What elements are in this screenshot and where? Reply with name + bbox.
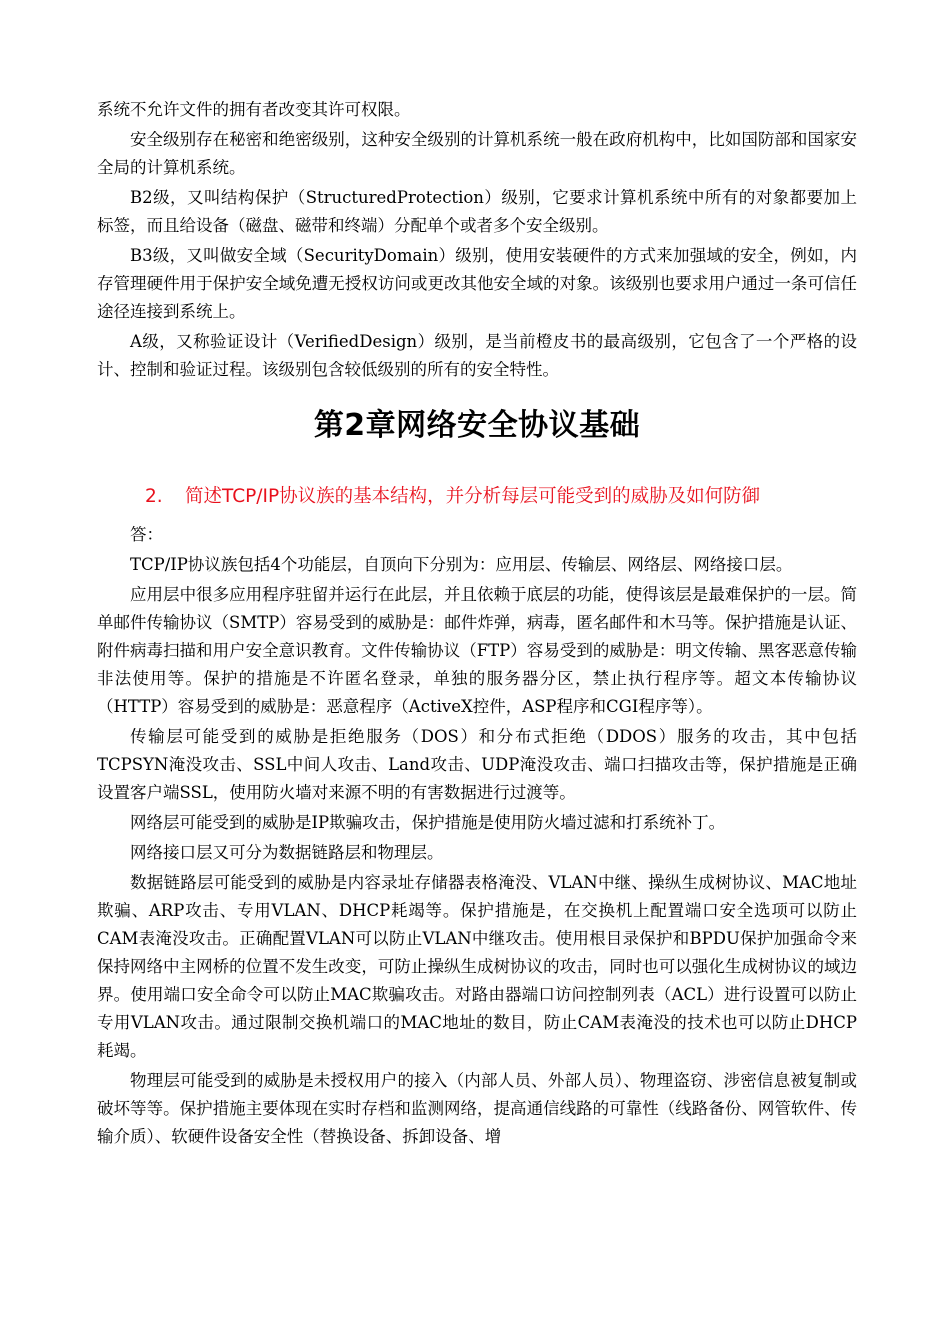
answer-paragraph: 网络接口层又可分为数据链路层和物理层。: [130, 843, 444, 862]
document-page: [97, 96, 857, 1153]
paragraph: A级，又称验证设计（VerifiedDesign）级别，是当前橙皮书的最高级别，它包含了一个严格的设计、控制和验证过程。该级别包含较低级别的所有的安全特性。: [97, 332, 857, 379]
question-number: 2.: [145, 486, 163, 507]
answer-paragraph: 传输层可能受到的威胁是拒绝服务（DOS）和分布式拒绝（DDOS）服务的攻击，其中包括TCPSYN淹没攻击、SSL中间人攻击、Land攻击、UDP淹没攻击、端口扫描攻击等，保护措施是正确设置客户端SSL，使用防火墙对来源不明的有害数据进行过渡等。: [97, 727, 857, 802]
answer-paragraph: 网络层可能受到的威胁是IP欺骗攻击，保护措施是使用防火墙过滤和打系统补丁。: [130, 813, 726, 832]
chapter-title: 第2章网络安全协议基础: [313, 408, 641, 443]
answer-paragraph: 物理层可能受到的威胁是未授权用户的接入（内部人员、外部人员）、物理盗窃、涉密信息被复制或破坏等等。保护措施主要体现在实时存档和监测网络，提高通信线路的可靠性（线路备份、网管软件、传输介质）、软硬件设备安全性（替换设备、拆卸设备、增: [97, 1071, 857, 1146]
answer-paragraph: TCP/IP协议族包括4个功能层，自顶向下分别为：应用层、传输层、网络层、网络接口层。: [130, 555, 793, 574]
paragraph: 安全级别存在秘密和绝密级别，这种安全级别的计算机系统一般在政府机构中，比如国防部和国家安全局的计算机系统。: [97, 130, 857, 177]
paragraph: B2级，又叫结构保护（StructuredProtection）级别，它要求计算机系统中所有的对象都要加上标签，而且给设备（磁盘、磁带和终端）分配单个或者多个安全级别。: [97, 188, 857, 235]
answer-paragraph: 数据链路层可能受到的威胁是内容录址存储器表格淹没、VLAN中继、操纵生成树协议、MAC地址欺骗、ARP攻击、专用VLAN、DHCP耗竭等。保护措施是，在交换机上配置端口安全选项可以防止CAM表淹没攻击。正确配置VLAN可以防止VLAN中继攻击。使用根目录保护和BPDU保护加强命令来保持网络中主网桥的位置不发生改变，可防止操纵生成树协议的攻击，同时也可以强化生成树协议的域边界。使用端口安全命令可以防止MAC欺骗攻击。对路由器端口访问控制列表（ACL）进行设置可以防止专用VLAN攻击。通过限制交换机端口的MAC地址的数目，防止CAM表淹没的技术也可以防止DHCP耗竭。: [97, 873, 857, 1060]
answer-label: 答：: [130, 525, 163, 544]
question-heading: [97, 482, 857, 511]
paragraph: B3级，又叫做安全域（SecurityDomain）级别，使用安装硬件的方式来加强域的安全，例如，内存管理硬件用于保护安全域免遭无授权访问或更改其他安全域的对象。该级别也要求用户通过一条可信任途径连接到系统上。: [97, 246, 857, 321]
answer-paragraph: 应用层中很多应用程序驻留并运行在此层，并且依赖于底层的功能，使得该层是最难保护的一层。简单邮件传输协议（SMTP）容易受到的威胁是：邮件炸弹，病毒，匿名邮件和木马等。保护措施是认证、附件病毒扫描和用户安全意识教育。文件传输协议（FTP）容易受到的威胁是：明文传输、黑客恶意传输非法使用等。保护的措施是不许匿名登录，单独的服务器分区，禁止执行程序等。超文本传输协议（HTTP）容易受到的威胁是：恶意程序（ActiveX控件，ASP程序和CGI程序等）。: [97, 585, 857, 716]
question-text: 简述TCP/IP协议族的基本结构，并分析每层可能受到的威胁及如何防御: [185, 486, 761, 507]
paragraph: 系统不允许文件的拥有者改变其许可权限。: [97, 100, 411, 119]
